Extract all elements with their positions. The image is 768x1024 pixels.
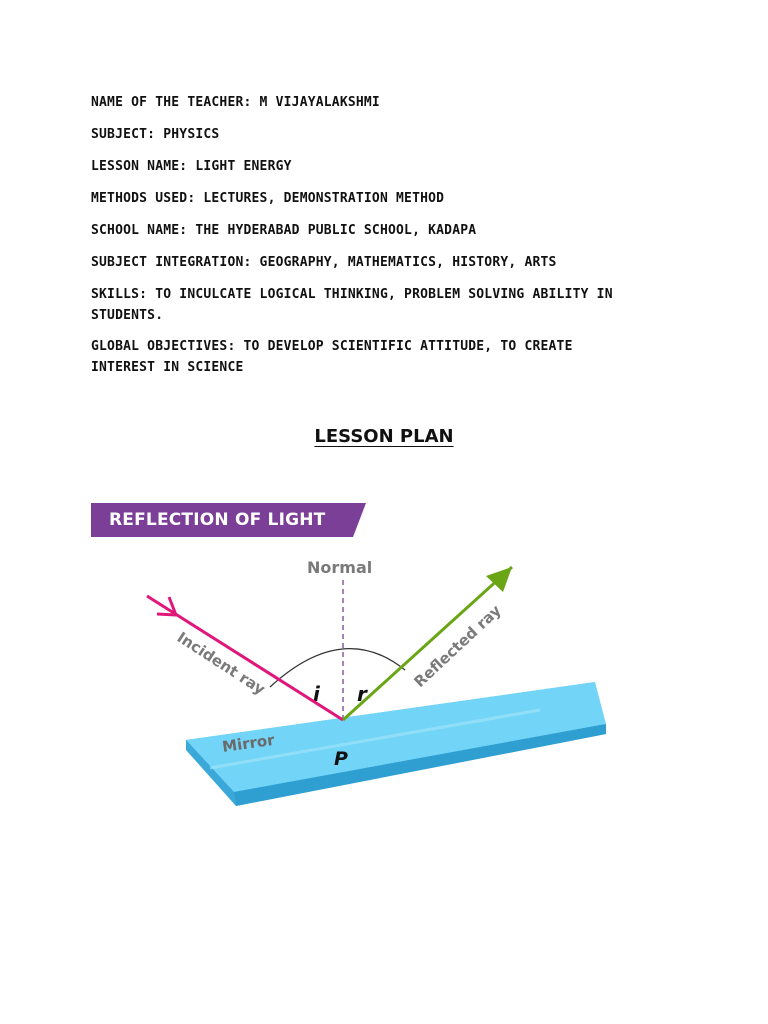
reflection-banner-text: REFLECTION OF LIGHT: [109, 510, 326, 530]
mirror-label: Mirror: [221, 730, 276, 756]
reflected-ray-label: Reflected ray: [410, 601, 505, 691]
methods-field: METHODS USED: LECTURES, DEMONSTRATION METHOD: [91, 191, 445, 206]
lesson-plan-title: LESSON PLAN: [314, 426, 454, 447]
subject-field: SUBJECT: PHYSICS: [91, 127, 220, 142]
reflected-ray: [343, 567, 512, 720]
reflection-diagram: [0, 540, 768, 840]
incident-ray-label: Incident ray: [173, 628, 269, 699]
angle-r-label: r: [357, 682, 367, 706]
teacher-name-field: NAME OF THE TEACHER: M VIJAYALAKSHMI: [91, 95, 380, 110]
subject-integration-field: SUBJECT INTEGRATION: GEOGRAPHY, MATHEMATICS, HISTORY, ARTS: [91, 255, 557, 270]
school-name-field: SCHOOL NAME: THE HYDERABAD PUBLIC SCHOOL, KADAPA: [91, 223, 477, 238]
point-p-label: P: [334, 748, 348, 770]
skills-field: SKILLS: TO INCULCATE LOGICAL THINKING, PROBLEM SOLVING ABILITY IN STUDENTS.: [91, 287, 621, 323]
angle-i-label: i: [313, 682, 320, 706]
global-objectives-field: GLOBAL OBJECTIVES: TO DEVELOP SCIENTIFIC ATTITUDE, TO CREATE INTEREST IN SCIENCE: [91, 339, 581, 375]
normal-label: Normal: [307, 558, 373, 577]
lesson-name-field: LESSON NAME: LIGHT ENERGY: [91, 159, 292, 174]
